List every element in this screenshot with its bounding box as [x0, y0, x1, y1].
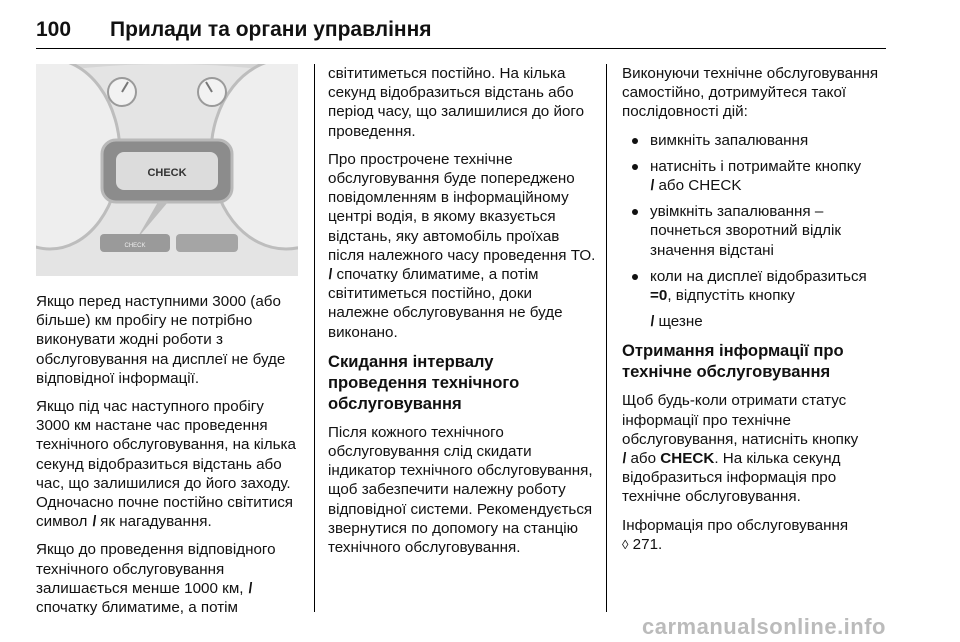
paragraph: \ щезне: [647, 313, 703, 331]
section-heading: Скидання інтервалу проведення технічного обслуговування: [328, 351, 520, 413]
paragraph: світитиметься постійно. На кілька секунд відобразиться відстань або період часу, що залишилися до його проведення.: [328, 65, 585, 140]
column-left: [36, 64, 298, 626]
bullet-icon: [632, 274, 638, 280]
list-item: увімкніть запалювання – почнеться зворотний відлік значення відстані: [622, 202, 892, 260]
bullet-icon: [632, 164, 638, 170]
list-item: коли на дисплеї відобразиться =0, відпустіть кнопку: [622, 267, 892, 305]
bullet-icon: [632, 138, 638, 144]
cluster-drawing: [36, 64, 298, 276]
page-header: [36, 18, 886, 52]
paragraph: Про прострочене технічне обслуговування буде попереджено повідомленням в інформаційному центрі водія, в якому вказується відстань, яку автомобіль проїхав після належного часу проведення ТО. \ спочатку блиматиме, а потім світитиметься постійно, доки належне обслуговування не буде виконано.: [325, 150, 596, 341]
watermark: carmanualsonline.info: [642, 614, 886, 639]
section-heading: Отримання інформації про технічне обслуговування: [622, 341, 844, 382]
list-item: вимкніть запалювання: [622, 131, 892, 150]
paragraph: Після кожного технічного обслуговування слід скидати індикатор технічного обслуговування, щоб забезпечити належну роботу відповідної системи. Рекомендується звернутися по допомогу на станцію технічного обслуговування.: [328, 423, 593, 557]
paragraph: Якщо перед наступними 3000 (або більше) км пробігу не потрібно виконувати жодні роботи з обслуговування на дисплеї не буде відповідної інформації.: [36, 293, 286, 387]
paragraph: Якщо до проведення відповідного технічного обслуговування залишається менше 1000 км, \ спочатку блиматиме, а потім: [36, 541, 276, 617]
page-reference[interactable]: 271.: [632, 535, 663, 553]
display-check-label: CHECK: [147, 167, 187, 179]
paragraph: Щоб будь-коли отримати статус інформації про технічне обслуговування, натисніть кнопку \ або CHECK. На кілька секунд відобразиться інформація про технічне обслуговування.: [619, 392, 859, 506]
page-number: 100: [36, 18, 72, 41]
wrench-icon: \: [619, 450, 630, 468]
column-divider: [314, 64, 315, 612]
header-divider: [36, 48, 886, 49]
column-right: [619, 64, 892, 563]
paragraph: Інформація про обслуговування ◊ 271.: [622, 516, 849, 553]
wrench-icon: \: [88, 513, 99, 531]
paragraph: Якщо під час наступного пробігу 3000 км настане час проведення технічного обслуговування, на кілька секунд відобразиться відстань або час, що залишилися до його заходу. Одночасно почне постійно світитися символ \ як нагадування.: [36, 398, 296, 531]
wrench-icon: \: [244, 579, 255, 597]
page-title: Прилади та органи управління: [110, 18, 432, 41]
page-reference-arrow-icon: ◊: [622, 536, 629, 552]
paragraph: Виконуючи технічне обслуговування самостійно, дотримуйтеся такої послідовності дій:: [622, 65, 879, 121]
column-middle: [325, 64, 596, 566]
bullet-icon: [632, 209, 638, 215]
check-button-label: CHECK: [124, 243, 146, 249]
list-item: натисніть і потримайте кнопку \ або CHECK: [622, 157, 892, 195]
column-divider: [606, 64, 607, 612]
wrench-icon: \: [325, 266, 336, 284]
instrument-cluster-illustration: [36, 64, 298, 276]
wrench-icon: \: [647, 313, 658, 331]
step-list: [622, 131, 892, 306]
wrench-icon: \: [647, 177, 658, 195]
